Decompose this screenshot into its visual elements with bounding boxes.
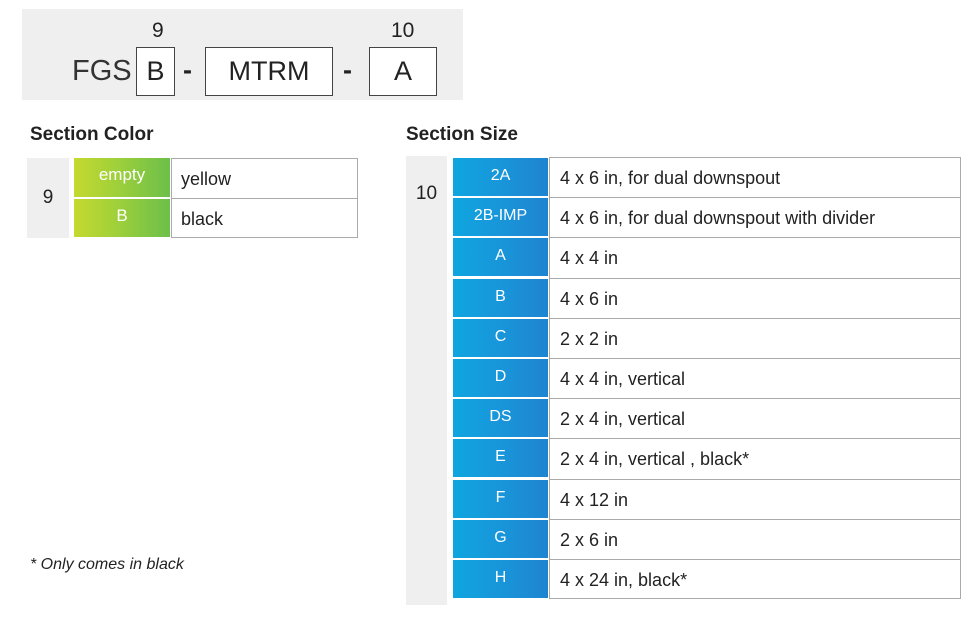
position-label-9: 9 bbox=[152, 19, 164, 42]
section-size-title: Section Size bbox=[406, 124, 518, 145]
size-description-cell: 4 x 6 in bbox=[549, 278, 961, 318]
size-code-cell: D bbox=[453, 359, 548, 397]
size-code-cell: F bbox=[453, 480, 548, 518]
size-code-cell: E bbox=[453, 439, 548, 477]
size-description-cell: 2 x 4 in, vertical bbox=[549, 398, 961, 438]
size-description-cell: 2 x 6 in bbox=[549, 519, 961, 559]
size-code-cell: G bbox=[453, 520, 548, 558]
table-row bbox=[453, 278, 961, 318]
color-description-cell: yellow bbox=[171, 158, 358, 198]
position-label-10: 10 bbox=[391, 19, 415, 42]
section-color-title: Section Color bbox=[30, 124, 154, 145]
size-description-cell: 4 x 12 in bbox=[549, 479, 961, 519]
size-description-cell: 2 x 4 in, vertical , black* bbox=[549, 438, 961, 478]
part-number-panel bbox=[22, 9, 463, 100]
size-description-cell: 2 x 2 in bbox=[549, 318, 961, 358]
size-code-cell: 2B-IMP bbox=[453, 198, 548, 236]
table-row bbox=[453, 479, 961, 519]
size-code-cell: 2A bbox=[453, 158, 548, 196]
table-row bbox=[453, 519, 961, 559]
part-number-separator: - bbox=[183, 55, 192, 85]
part-number-separator: - bbox=[343, 55, 352, 85]
table-row bbox=[453, 237, 961, 277]
size-description-cell: 4 x 4 in, vertical bbox=[549, 358, 961, 398]
table-row bbox=[453, 318, 961, 358]
table-row bbox=[453, 559, 961, 599]
size-code-cell: DS bbox=[453, 399, 548, 437]
part-number-color-box: B bbox=[136, 47, 175, 96]
color-code-cell: B bbox=[74, 199, 170, 237]
table-row bbox=[453, 438, 961, 478]
section-size-table bbox=[453, 157, 961, 599]
section-size-number: 10 bbox=[406, 156, 447, 605]
section-color-number: 9 bbox=[27, 158, 69, 238]
size-description-cell: 4 x 24 in, black* bbox=[549, 559, 961, 599]
table-row bbox=[453, 398, 961, 438]
size-description-cell: 4 x 4 in bbox=[549, 237, 961, 277]
size-code-cell: H bbox=[453, 560, 548, 598]
size-code-cell: A bbox=[453, 238, 548, 276]
table-row bbox=[453, 358, 961, 398]
size-description-cell: 4 x 6 in, for dual downspout bbox=[549, 157, 961, 197]
size-description-cell: 4 x 6 in, for dual downspout with divider bbox=[549, 197, 961, 237]
color-code-cell: empty bbox=[74, 158, 170, 197]
size-code-cell: C bbox=[453, 319, 548, 357]
part-number-size-box: A bbox=[369, 47, 437, 96]
table-row bbox=[453, 197, 961, 237]
table-row bbox=[74, 158, 358, 198]
footnote: * Only comes in black bbox=[30, 556, 184, 573]
part-number-model-box: MTRM bbox=[205, 47, 333, 96]
section-color-table bbox=[74, 158, 358, 238]
part-number-prefix: FGS bbox=[72, 55, 132, 87]
color-description-cell: black bbox=[171, 198, 358, 238]
size-code-cell: B bbox=[453, 279, 548, 317]
table-row bbox=[453, 157, 961, 197]
table-row bbox=[74, 198, 358, 238]
